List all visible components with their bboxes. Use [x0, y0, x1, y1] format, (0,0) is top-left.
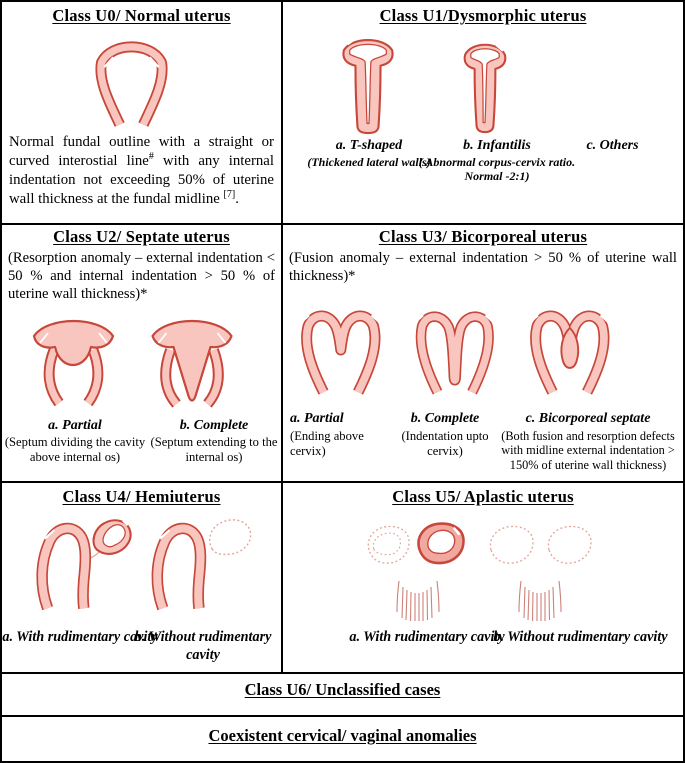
u2-label-complete: b. Complete — [179, 417, 249, 433]
u5-figures — [283, 507, 683, 625]
complete-bicorporeal-uterus-figure — [400, 301, 500, 397]
row-u0-u1 — [2, 2, 683, 225]
u5-item-a — [338, 629, 516, 647]
u4-label-without-cavity: b. Without rudimentary cavity — [134, 629, 272, 663]
cell-u3-bicorporeal-uterus — [283, 225, 683, 481]
u2-figures — [2, 308, 281, 410]
row-u2-u3 — [2, 225, 683, 483]
u3-label-partial: a. Partial — [290, 411, 344, 427]
cell-u0-normal-uterus — [2, 2, 283, 223]
u2-sub-partial: (Septum dividing the cavity above internal os) — [4, 434, 146, 464]
u5-label-without-cavity: b. Without rudimentary cavity — [493, 629, 668, 645]
u3-figures — [283, 301, 683, 399]
u1-label-others: c. Others — [586, 138, 639, 153]
u5-item-b — [493, 629, 668, 647]
aplastic-dotted-horn-right-figure — [545, 523, 595, 567]
normal-uterus-figure — [85, 28, 178, 130]
u3-item-c — [496, 411, 680, 472]
u1-labels — [283, 138, 683, 208]
u4-labels — [2, 629, 281, 683]
u3-label-complete: b. Complete — [410, 411, 480, 427]
vaginal-fan-right-figure — [517, 579, 563, 623]
u3-item-a — [290, 411, 395, 458]
infantilis-uterus-figure — [459, 32, 511, 134]
u3-labels — [283, 411, 683, 477]
u1-item-c — [565, 138, 660, 154]
row-coexistent — [2, 717, 683, 761]
hemiuterus-with-rudimentary-cavity-figure — [22, 513, 137, 613]
u5-title: Class U5/ Aplastic uterus — [392, 487, 574, 506]
u6-title: Class U6/ Unclassified cases — [244, 680, 441, 699]
u2-title: Class U2/ Septate uterus — [53, 227, 230, 246]
u4-title: Class U4/ Hemiuterus — [62, 487, 221, 506]
t-shaped-uterus-figure — [339, 29, 397, 135]
u4-label-with-cavity: a. With rudimentary cavity — [2, 629, 158, 645]
u3-label-bicorporeal-septate: c. Bicorporeal septate — [525, 411, 651, 427]
u2-labels — [2, 418, 281, 478]
u2-item-b — [148, 418, 280, 465]
u5-labels — [283, 629, 683, 679]
u0-description-part1: Normal fundal outline with a straight or curved interostial line — [9, 134, 274, 169]
complete-septate-uterus-figure — [142, 308, 242, 408]
u0-description — [9, 133, 274, 209]
u1-sub-t-shaped: (Thickened lateral walls) — [307, 155, 431, 170]
aplastic-solid-rudimentary-horn-figure — [415, 520, 467, 567]
cell-u1-dysmorphic-uterus — [283, 2, 683, 223]
aplastic-dotted-horn-left-figure — [487, 523, 537, 567]
hemiuterus-without-rudimentary-cavity-figure — [137, 513, 259, 613]
u0-description-part3: . — [235, 190, 239, 207]
u1-item-b — [411, 138, 583, 184]
vaginal-fan-left-figure — [395, 579, 441, 623]
u2-item-a — [2, 418, 148, 465]
cell-u5-aplastic-uterus — [283, 483, 683, 672]
row-u4-u5 — [2, 483, 683, 674]
u1-title: Class U1/Dysmorphic uterus — [379, 6, 587, 25]
cell-u2-septate-uterus — [2, 225, 283, 481]
u3-note: (Fusion anomaly – external indentation > 50 % of uterine wall thickness)* — [289, 250, 677, 285]
u2-sub-complete: (Septum extending to the internal os) — [150, 434, 278, 464]
u4-figures — [2, 513, 281, 615]
u1-sub-infantilis: ( Abnormal corpus-cervix ratio. Normal -2:1) — [418, 155, 576, 184]
u3-sub-partial: (Ending above cervix) — [290, 428, 364, 458]
bicorporeal-septate-uterus-figure — [515, 301, 615, 397]
aplastic-dotted-horn-with-cavity-figure — [365, 523, 413, 567]
u3-item-b — [395, 411, 495, 458]
u1-label-infantilis: b. Infantilis — [463, 138, 531, 153]
u3-sub-bicorporeal-septate: (Both fusion and resorption defects with midline external indentation > 150% of uterine wall thickness) — [501, 428, 675, 473]
cell-u4-hemiuterus — [2, 483, 283, 672]
u0-superscript-hash: # — [148, 151, 154, 163]
u3-sub-complete: (Indentation upto cervix) — [401, 428, 489, 458]
u1-figures — [283, 26, 683, 138]
u0-title: Class U0/ Normal uterus — [52, 6, 231, 25]
u2-label-partial: a. Partial — [48, 417, 102, 433]
partial-bicorporeal-uterus-figure — [286, 301, 386, 397]
partial-septate-uterus-figure — [26, 308, 121, 408]
u1-label-t-shaped: a. T-shaped — [335, 138, 403, 153]
u5-label-with-cavity: a. With rudimentary cavity — [349, 629, 505, 645]
u3-title: Class U3/ Bicorporeal uterus — [378, 227, 588, 246]
u2-note: (Resorption anomaly – external indentation < 50 % and internal indentation > 50 % of uterine wall thickness)* — [8, 250, 275, 303]
u4-item-b — [128, 629, 278, 665]
u0-description-part2: with any internal indentation not exceeding 50% of uterine wall thickness at the fundal midline — [9, 152, 274, 207]
coexistent-title: Coexistent cervical/ vaginal anomalies — [208, 726, 477, 745]
u0-citation-7: [7] — [223, 188, 236, 200]
